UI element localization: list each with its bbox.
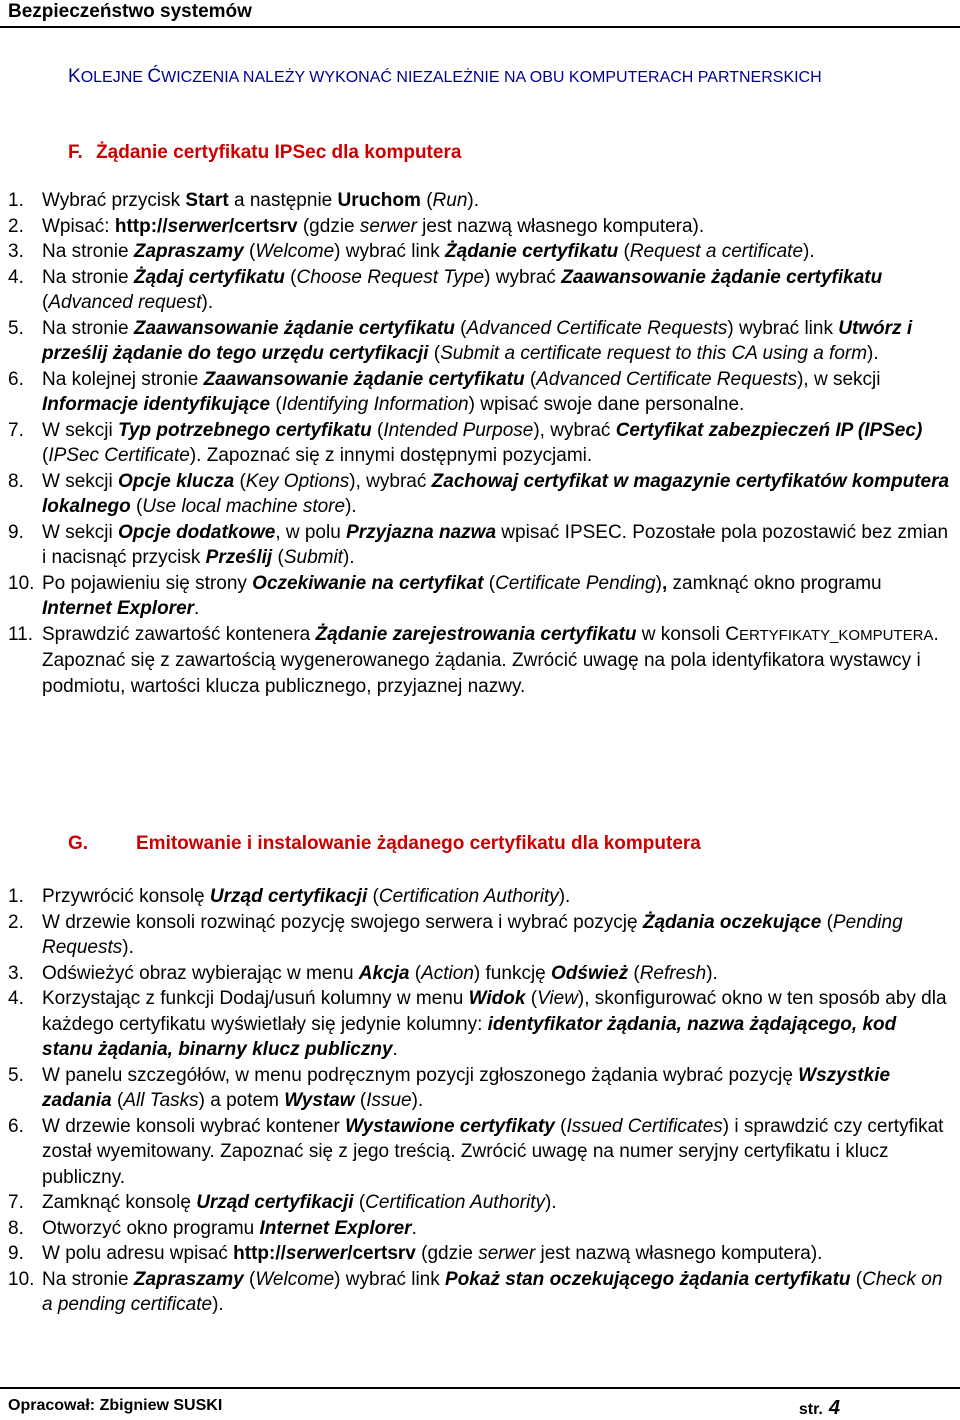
step-number: 1.	[8, 190, 24, 211]
step-text: Wpisać: http://serwer/certsrv (gdzie serwer jest nazwą własnego komputera).	[42, 215, 705, 237]
step-text: Na stronie Zapraszamy (Welcome) wybrać link Żądanie certyfikatu (Request a certificate).	[42, 241, 815, 262]
step-item	[0, 986, 952, 1063]
step-text: Po pojawieniu się strony Oczekiwanie na certyfikat (Certificate Pending), zamknąć okno programu Internet Explorer.	[42, 572, 882, 619]
step-text: Sprawdzić zawartość kontenera Żądanie zarejestrowania certyfikatu w konsoli CERTYFIKATY_KOMPUTERA. Zapoznać się z zawartością wygenerowanego żądania. Zwrócić uwagę na pola identyfikatora wystawcy i podmiotu, wartości klucza publicznego, przyjaznej nazwy.	[42, 623, 939, 697]
step-number: 2.	[8, 911, 24, 933]
step-text: Na stronie Żądaj certyfikatu (Choose Request Type) wybrać Zaawansowanie żądanie certyfikatu (Advanced request).	[42, 266, 883, 313]
step-item	[0, 316, 952, 367]
section-g-title: Emitowanie i instalowanie żądanego certyfikatu dla komputera	[136, 833, 701, 854]
step-number: 1.	[8, 886, 24, 907]
step-item	[0, 1241, 952, 1267]
step-text: W panelu szczegółów, w menu podręcznym pozycji zgłoszonego żądania wybrać pozycję Wszystkie zadania (All Tasks) a potem Wystaw (Issue).	[42, 1064, 891, 1111]
step-number: 7.	[8, 419, 24, 441]
step-number: 11.	[8, 623, 34, 645]
notice-rest-2: WICZENIA NALEŻY WYKONAĆ NIEZALEŻNIE NA OBU KOMPUTERACH PARTNERSKICH	[161, 69, 822, 86]
step-item	[0, 520, 952, 571]
section-g-letter: G.	[68, 833, 89, 854]
step-item	[0, 418, 952, 469]
step-number: 5.	[8, 1064, 24, 1086]
step-item	[0, 1063, 952, 1114]
footer-author-name: Zbigniew SUSKI	[99, 1397, 223, 1414]
step-item	[0, 622, 952, 700]
step-number: 3.	[8, 962, 24, 984]
step-text: W drzewie konsoli wybrać kontener Wystawione certyfikaty (Issued Certificates) i sprawdzić czy certyfikat został wyemitowany. Zapoznać się z jego treścią. Zwrócić uwagę na numer seryjny certyfikatu i klucz publiczny.	[42, 1115, 944, 1188]
section-f-title: Żądanie certyfikatu IPSec dla komputera	[96, 142, 462, 163]
notice-initial: K	[68, 66, 81, 87]
step-number: 10.	[8, 572, 35, 594]
step-number: 4.	[8, 988, 24, 1009]
step-number: 5.	[8, 317, 24, 339]
notice-initial-2: Ć	[147, 66, 162, 87]
step-text: Przywrócić konsolę Urząd certyfikacji (Certification Authority).	[42, 886, 571, 907]
step-item	[0, 1114, 952, 1191]
step-number: 2.	[8, 215, 24, 237]
step-number: 3.	[8, 241, 24, 262]
step-item	[0, 469, 952, 520]
step-item	[0, 1267, 952, 1318]
step-number: 7.	[8, 1192, 24, 1213]
step-number: 9.	[8, 1243, 24, 1264]
step-number: 6.	[8, 1115, 24, 1137]
step-item	[0, 571, 952, 622]
step-text: Korzystając z funkcji Dodaj/usuń kolumny w menu Widok (View), skonfigurować okno w ten sposób aby dla każdego certyfikatu wyświetlały się jedynie kolumny: identyfikator żądania, nazwa żądającego, kod stanu żądania, binarny klucz publiczny.	[42, 988, 947, 1060]
step-text: Odświeżyć obraz wybierając w menu Akcja (Action) funkcję Odśwież (Refresh).	[42, 962, 718, 984]
footer-author-label: Opracował:	[8, 1397, 96, 1414]
footer-page-label: str.	[798, 1401, 823, 1418]
notice-rest: OLEJNE	[80, 69, 148, 86]
step-item	[0, 239, 952, 265]
step-item	[0, 214, 952, 240]
step-text: Na stronie Zapraszamy (Welcome) wybrać link Pokaż stan oczekującego żądania certyfikatu (Check on a pending certificate).	[42, 1268, 943, 1315]
step-item	[0, 1190, 952, 1216]
step-text: W sekcji Opcje klucza (Key Options), wybrać Zachowaj certyfikat w magazynie certyfikatów komputera lokalnego (Use local machine store).	[42, 470, 950, 517]
header-title: Bezpieczeństwo systemów	[8, 1, 252, 22]
step-text: Na stronie Zaawansowanie żądanie certyfikatu (Advanced Certificate Requests) wybrać link Utwórz i prześlij żądanie do tego urzędu certyfikacji (Submit a certificate request to this CA using a form).	[42, 317, 913, 364]
step-text: W sekcji Typ potrzebnego certyfikatu (Intended Purpose), wybrać Certyfikat zabezpieczeń IP (IPSec) (IPSec Certificate). Zapoznać się z innymi dostępnymi pozycjami.	[42, 419, 923, 466]
step-item	[0, 1216, 952, 1242]
step-item	[0, 188, 952, 214]
step-text: Zamknąć konsolę Urząd certyfikacji (Certification Authority).	[42, 1192, 557, 1213]
step-number: 8.	[8, 470, 24, 492]
page-header	[0, 0, 960, 28]
step-item	[0, 265, 952, 316]
step-text: Wybrać przycisk Start a następnie Uruchom (Run).	[42, 190, 479, 211]
section-f-steps	[0, 188, 952, 699]
step-number: 6.	[8, 368, 24, 390]
step-number: 9.	[8, 521, 24, 543]
step-item	[0, 961, 952, 987]
step-item	[0, 884, 952, 910]
step-item	[0, 367, 952, 418]
step-text: Na kolejnej stronie Zaawansowanie żądanie certyfikatu (Advanced Certificate Requests), w sekcji Informacje identyfikujące (Identifying Information) wpisać swoje dane personalne.	[42, 368, 881, 415]
section-f-letter: F.	[68, 142, 83, 163]
step-text: Otworzyć okno programu Internet Explorer.	[42, 1217, 417, 1239]
footer-page-number: 4	[828, 1397, 840, 1419]
page-footer	[0, 1387, 960, 1419]
step-number: 10.	[8, 1268, 35, 1290]
step-number: 8.	[8, 1217, 24, 1239]
notice-text	[68, 66, 822, 88]
step-text: W sekcji Opcje dodatkowe, w polu Przyjazna nazwa wpisać IPSEC. Pozostałe pola pozostawić bez zmian i nacisnąć przycisk Prześlij (Submit).	[42, 521, 949, 568]
section-g-heading	[68, 833, 701, 855]
step-text: W polu adresu wpisać http://serwer/certsrv (gdzie serwer jest nazwą własnego komputera).	[42, 1243, 823, 1264]
step-item	[0, 910, 952, 961]
section-g-steps	[0, 884, 952, 1318]
section-f-heading	[68, 142, 461, 164]
footer-author	[8, 1397, 222, 1415]
step-number: 4.	[8, 266, 24, 288]
step-text: W drzewie konsoli rozwinąć pozycję swojego serwera i wybrać pozycję Żądania oczekujące (Pending Requests).	[42, 911, 903, 958]
